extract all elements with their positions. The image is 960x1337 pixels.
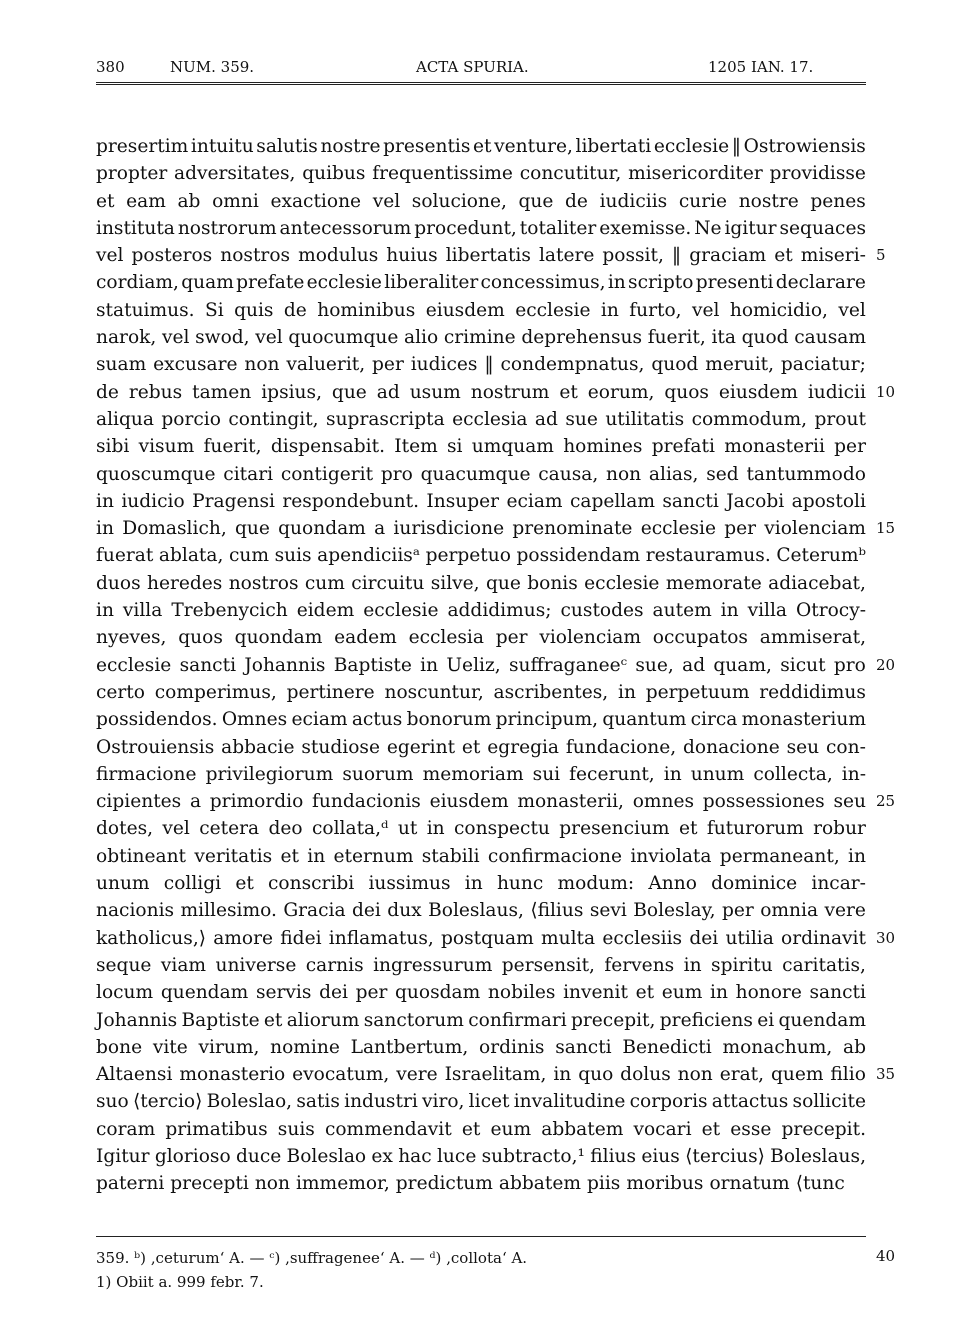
- text-line: duos heredes nostros cum circuitu silve, que bonis ecclesie memorate adiacebat,: [96, 572, 866, 594]
- line-number: 20: [876, 655, 896, 674]
- historical-footnote: 1) Obiit a. 999 febr. 7.: [96, 1273, 264, 1291]
- text-line: seque viam universe carnis ingressurum persensit, fervens in spiritu caritatis,: [96, 954, 866, 976]
- critical-apparatus-footnote: 359. ᵇ) ‚ceturum‘ A. — ᶜ) ‚suffragenee‘ A. — ᵈ) ‚collota‘ A.: [96, 1249, 528, 1267]
- text-line: Ostrouiensis abbacie studiose egerint et egregia fundacione, donacione seu con-: [96, 736, 866, 758]
- text-line: instituta nostrorum antecessorum procedunt, totaliter exemisse. Ne igitur sequaces: [96, 217, 866, 239]
- text-line: unum colligi et conscribi iussimus in hunc modum: Anno dominice incar-: [96, 873, 866, 895]
- line-number: 15: [876, 519, 896, 538]
- text-line: suo ⟨tercio⟩ Boleslao, satis industri viro, licet invalitudine corporis attactus sollicite: [96, 1091, 866, 1113]
- text-line: nyeves, quos quondam eadem ecclesia per violenciam occupatos ammiserat,: [96, 627, 866, 649]
- body-text: [96, 133, 866, 1198]
- text-line: suam excusare non valuerit, per iudices ‖ condempnatus, quod meruit, paciatur;: [96, 354, 866, 376]
- page-number: 380: [96, 58, 125, 76]
- line-number: 35: [876, 1065, 896, 1084]
- text-line: sibi visum fuerit, dispensabit. Item si umquam homines prefati monasterii per: [96, 436, 866, 458]
- document-date: 1205 IAN. 17.: [708, 58, 814, 76]
- text-line: katholicus,⟩ amore fidei inflamatus, postquam multa ecclesiis dei utilia ordinavit: [96, 927, 866, 949]
- text-line: fuerat ablata, cum suis apendiciisᵃ perpetuo possidendam restauramus. Ceterumᵇ: [96, 545, 866, 567]
- header-rule: [96, 82, 866, 85]
- footnotes: [96, 1246, 527, 1294]
- text-line: cordiam, quam prefate ecclesie liberaliter concessimus, in scripto presenti declarare: [96, 272, 866, 294]
- text-line: obtineant veritatis et in eternum stabili confirmacione inviolata permaneant, in: [96, 845, 866, 867]
- text-line: paterni precepti non immemor, predictum abbatem piis moribus ornatum ⟨tunc: [96, 1173, 845, 1195]
- text-line: possidendos. Omnes eciam actus bonorum principum, quantum circa monasterium: [96, 709, 866, 731]
- text-line: narok, vel swod, vel quocumque alio crimine deprehensus fuerit, ita quod causam: [96, 327, 866, 349]
- text-line: presertim intuitu salutis nostre presentis et venture, libertati ecclesie ‖ Ostrowiensis: [96, 136, 866, 157]
- text-line: statuimus. Si quis de hominibus eiusdem ecclesie in furto, vel homicidio, vel: [96, 299, 866, 321]
- text-line: propter adversitates, quibus frequentissime concutitur, misericorditer providisse: [96, 163, 866, 185]
- text-line: dotes, vel cetera deo collata,ᵈ ut in conspectu presencium et futurorum robur: [96, 818, 866, 840]
- text-line: in Domaslich, que quondam a iurisdicione prenominate ecclesie per violenciam: [96, 518, 866, 540]
- text-line: Altaensi monasterio evocatum, vere Israelitam, in quo dolus non erat, quem filio: [96, 1064, 866, 1086]
- text-line: locum quendam servis dei per quosdam nobiles invenit et eum in honore sancti: [96, 982, 866, 1004]
- text-line: coram primatibus suis commendavit et eum abbatem vocari et esse precepit.: [96, 1118, 866, 1140]
- text-line: Johannis Baptiste et aliorum sanctorum confirmari precepit, preficiens ei quendam: [96, 1009, 866, 1031]
- text-line: Igitur glorioso duce Boleslao ex hac luce subtracto,¹ filius eius ⟨tercius⟩ Boleslaus,: [96, 1145, 866, 1167]
- text-line: ecclesie sancti Johannis Baptiste in Ueliz, suffraganeeᶜ sue, ad quam, sicut pro: [96, 654, 866, 676]
- collection-title: ACTA SPURIA.: [416, 58, 529, 76]
- text-line: et eam ab omni exactione vel solucione, que de iudiciis curie nostre penes: [96, 190, 866, 212]
- text-line: vel posteros nostros modulus huius libertatis latere possit, ‖ graciam et miseri-: [96, 245, 866, 267]
- text-line: firmacione privilegiorum suorum memoriam sui fecerunt, in unum collecta, in-: [96, 763, 866, 785]
- text-line: aliqua porcio contingit, suprascripta ecclesia ad sue utilitatis commodum, prout: [96, 408, 866, 430]
- text-line: bone vite virum, nomine Lantbertum, ordinis sancti Benedicti monachum, ab: [96, 1036, 866, 1058]
- footnote-rule: [96, 1236, 866, 1237]
- line-number: 10: [876, 382, 896, 401]
- text-line: de rebus tamen ipsius, que ad usum nostrum et eorum, quos eiusdem iudicii: [96, 381, 866, 403]
- running-head: [96, 58, 866, 84]
- document-number: NUM. 359.: [170, 58, 255, 76]
- line-number: 30: [876, 928, 896, 947]
- text-line: nacionis millesimo. Gracia dei dux Boleslaus, ⟨filius sevi Boleslay, per omnia vere: [96, 900, 866, 922]
- line-number: 40: [876, 1247, 896, 1265]
- text-line: in villa Trebenycich eidem ecclesie addidimus; custodes autem in villa Otrocy-: [96, 600, 866, 622]
- text-line: cipientes a primordio fundacionis eiusdem monasterii, omnes possessiones seu: [96, 791, 866, 813]
- text-line: in iudicio Pragensi respondebunt. Insuper eciam capellam sancti Jacobi apostoli: [96, 490, 866, 512]
- line-number: 5: [876, 246, 886, 265]
- text-line: quoscumque citari contigerit pro quacumque causa, non alias, sed tantummodo: [96, 463, 866, 485]
- line-number: 25: [876, 792, 896, 811]
- text-line: certo comperimus, pertinere noscuntur, ascribentes, in perpetuum reddidimus: [96, 681, 866, 703]
